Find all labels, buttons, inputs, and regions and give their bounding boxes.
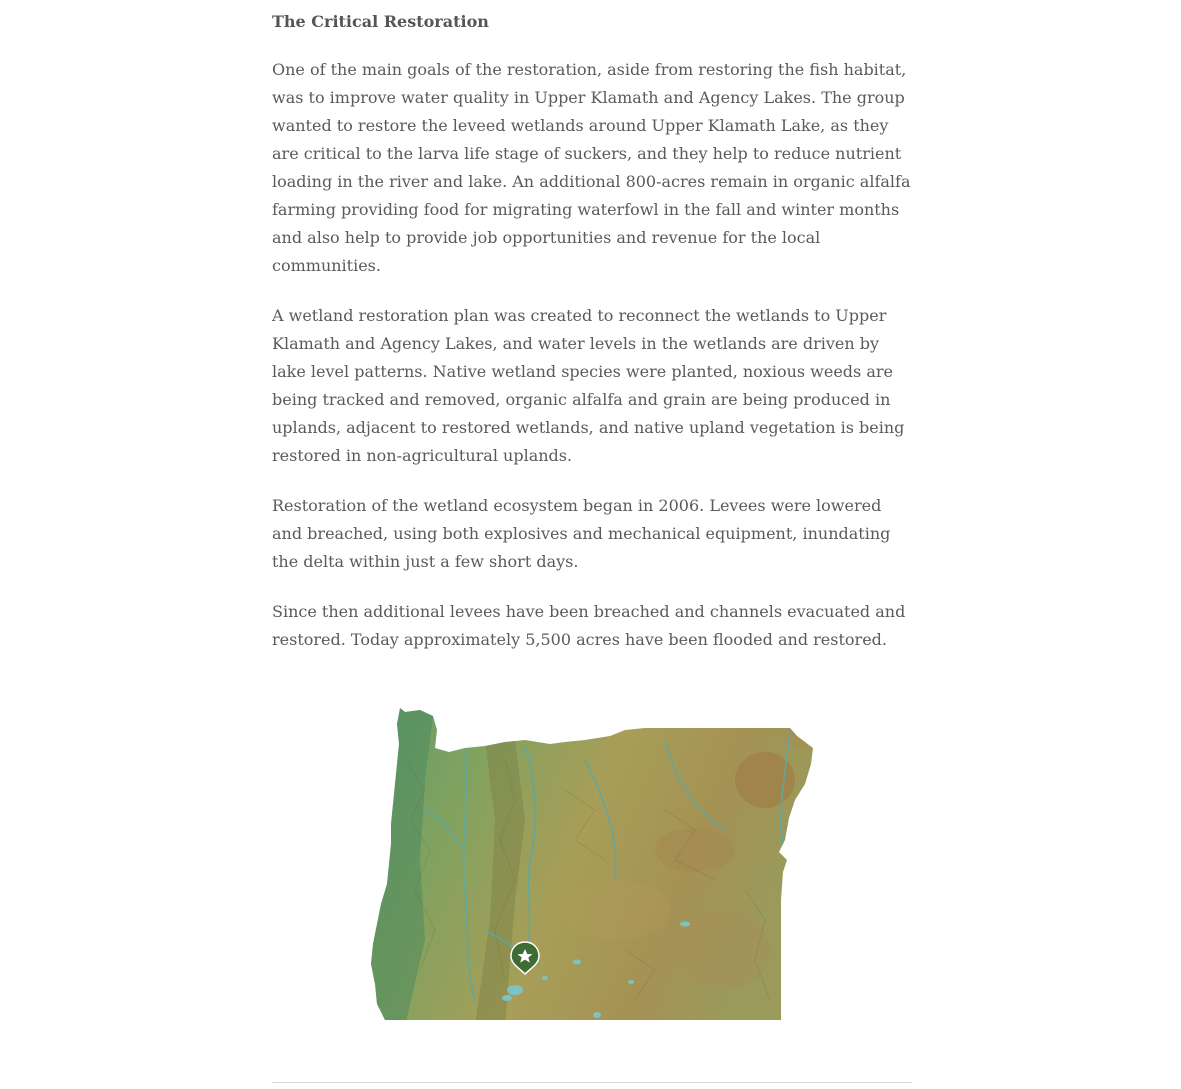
oregon-map-svg [365, 700, 817, 1026]
section-divider [272, 1082, 912, 1083]
paragraph-began: Restoration of the wetland ecosystem began in 2006. Levees were lowered and breached, using both explosives and mechanical equipment, inundating the delta within just a few short days. [272, 496, 891, 571]
paragraph-plan: A wetland restoration plan was created to reconnect the wetlands to Upper Klamath and Agency Lakes, and water levels in the wetlands are driven by lake level patterns. Native wetland species were planted, noxious weeds are being tracked and removed, organic alfalfa and grain are being produced in uplands, adjacent to restored wetlands, and native upland vegetation is being restored in non-agricultural uplands. [272, 306, 905, 465]
article [272, 0, 912, 654]
paragraph-goals: One of the main goals of the restoration, aside from restoring the fish habitat, was to improve water quality in Upper Klamath and Agency Lakes. The group wanted to restore the leveed wetlands around Upper Klamath Lake, as they are critical to the larva life stage of suckers, and they help to reduce nutrient loading in the river and lake. An additional 800-acres remain in organic alfalfa farming providing food for migrating waterfowl in the fall and winter months and also help to provide job opportunities and revenue for the local communities. [272, 60, 911, 275]
oregon-relief-map [365, 700, 817, 1026]
paragraph-today: Since then additional levees have been breached and channels evacuated and restored. Today approximately 5,500 acres have been flooded and restored. [272, 602, 906, 649]
section-heading: The Critical Restoration [272, 12, 489, 31]
